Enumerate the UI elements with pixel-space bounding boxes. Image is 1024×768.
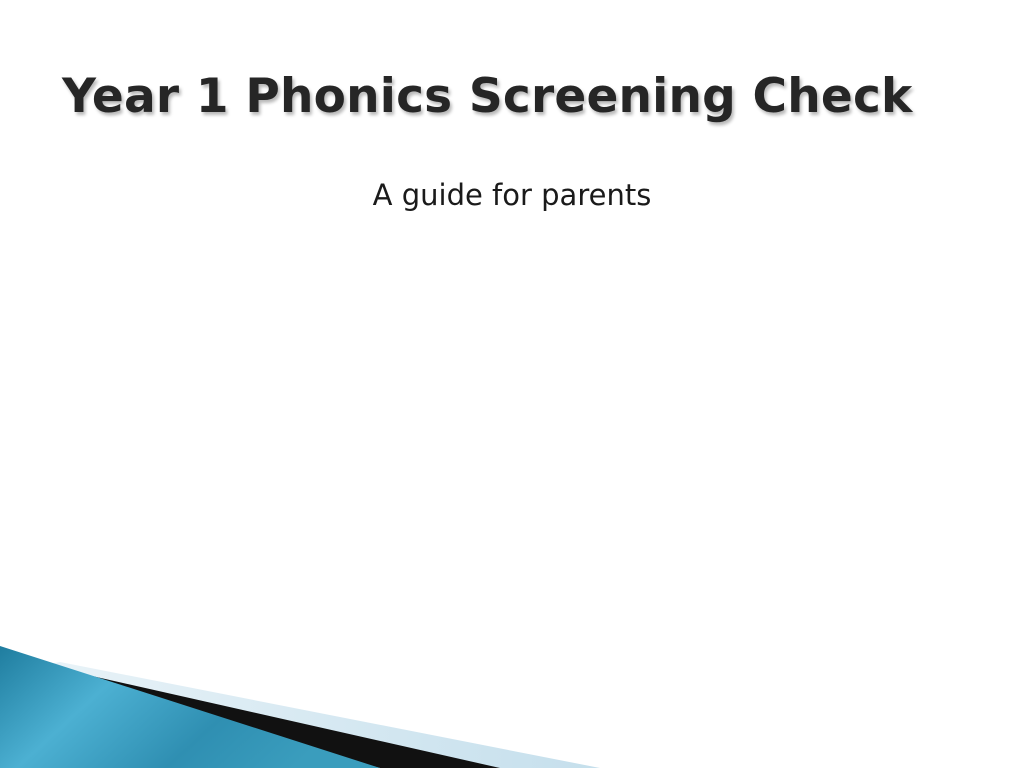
decorative-swoosh	[0, 640, 1024, 768]
slide-subtitle: A guide for parents	[372, 178, 652, 212]
slide-title: Year 1 Phonics Screening Check	[62, 69, 913, 124]
